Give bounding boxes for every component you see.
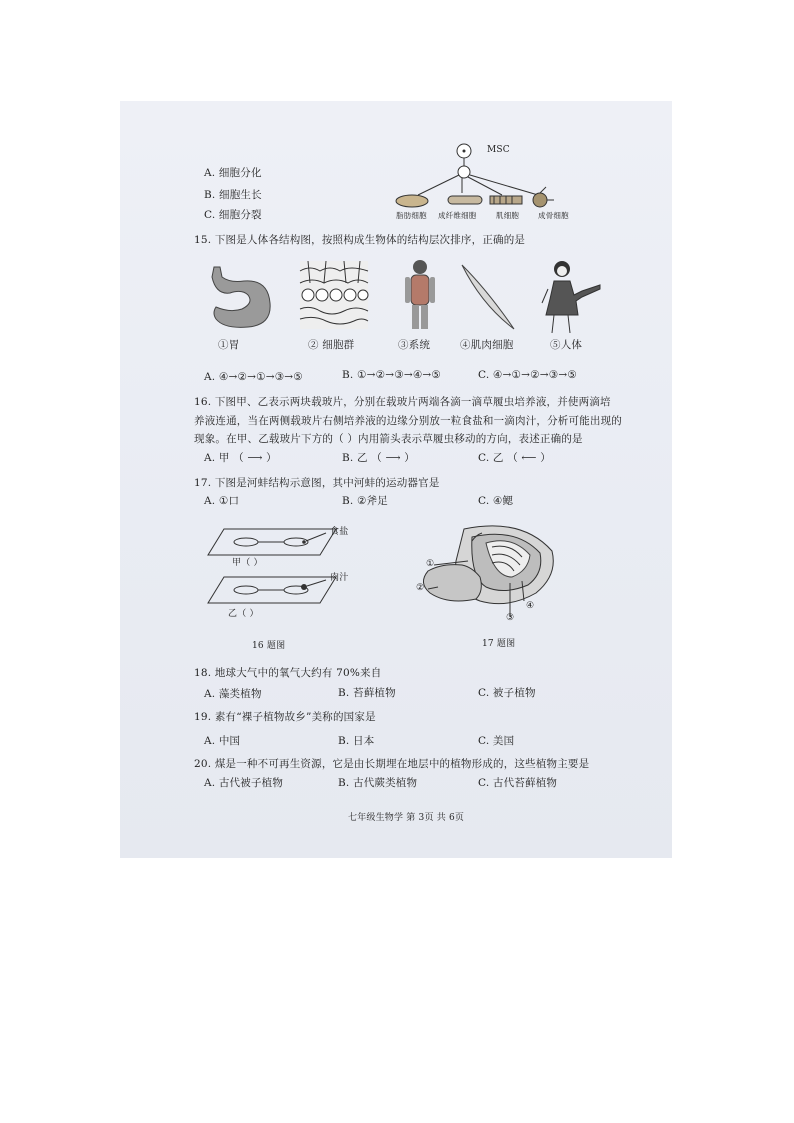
q19-option-a: A. 中国 xyxy=(204,735,241,747)
q15-option-a: A. ④→②→①→③→⑤ xyxy=(204,371,303,383)
q16-option-c: C. 乙 （ ⟵ ） xyxy=(478,452,551,464)
stomach-figure xyxy=(208,263,278,333)
broth-label: 肉汁 xyxy=(330,573,349,583)
muscle-cell-figure xyxy=(458,261,518,333)
page-footer: 七年级生物学 第 3页 共 6页 xyxy=(348,813,465,823)
slide-jia xyxy=(208,525,348,559)
msc-label: MSC xyxy=(487,145,510,155)
q18-stem: 18. 地球大气中的氧气大约有 70%来自 xyxy=(194,667,382,679)
q20-stem: 20. 煤是一种不可再生资源，它是由长期埋在地层中的植物形成的，这些植物主要是 xyxy=(194,758,590,770)
q16-stem-line1: 16. 下图甲、乙表示两块载玻片，分别在载玻片两端各滴一滴草履虫培养液，并使两滴培 xyxy=(194,396,611,408)
q17-option-c: C. ④鳃 xyxy=(478,495,514,507)
q19-stem: 19. 素有“裸子植物故乡”美称的国家是 xyxy=(194,711,376,723)
q14-option-b: B. 细胞生长 xyxy=(204,189,262,201)
q14-option-c: C. 细胞分裂 xyxy=(204,209,262,221)
mussel-marker-4: ④ xyxy=(526,601,535,611)
q15-option-c: C. ④→①→②→③→⑤ xyxy=(478,369,577,381)
q16-stem-line3: 现象。在甲、乙载玻片下方的（ ）内用箭头表示草履虫移动的方向，表述正确的是 xyxy=(194,433,583,445)
q15-label-4: ④肌肉细胞 xyxy=(460,339,514,351)
q17-option-a: A. ①口 xyxy=(204,495,240,507)
slide-yi xyxy=(208,573,348,607)
q16-caption: 16 题图 xyxy=(252,641,286,651)
cell-label-fibroblast: 成纤维细胞 xyxy=(438,211,477,220)
mussel-marker-3: ③ xyxy=(506,613,515,623)
q15-option-b: B. ①→②→③→④→⑤ xyxy=(342,369,442,381)
q19-option-b: B. 日本 xyxy=(338,735,375,747)
q15-label-3: ③系统 xyxy=(398,339,431,351)
scanned-exam-page xyxy=(120,101,672,858)
slide-yi-label: 乙（ ） xyxy=(228,609,259,619)
q17-caption: 17 题图 xyxy=(482,639,516,649)
q20-option-c: C. 古代苔藓植物 xyxy=(478,777,558,789)
q16-arrow-right-a: （ ⟶ ） xyxy=(233,452,277,464)
q17-stem: 17. 下图是河蚌结构示意图，其中河蚌的运动器官是 xyxy=(194,477,440,489)
q15-label-5: ⑤人体 xyxy=(550,339,583,351)
mussel-figure xyxy=(412,521,572,611)
cell-label-fat: 脂肪细胞 xyxy=(396,211,427,220)
q20-option-b: B. 古代蕨类植物 xyxy=(338,777,418,789)
q18-option-c: C. 被子植物 xyxy=(478,687,536,699)
mussel-marker-1: ① xyxy=(426,559,435,569)
q15-stem: 15. 下图是人体各结构图，按照构成生物体的结构层次排序，正确的是 xyxy=(194,234,526,246)
q14-option-a: A. 细胞分化 xyxy=(204,167,262,179)
body-system-figure xyxy=(402,259,438,331)
q18-option-a: A. 藻类植物 xyxy=(204,688,262,700)
q15-label-1: ①胃 xyxy=(218,339,240,351)
q20-option-a: A. 古代被子植物 xyxy=(204,777,284,789)
q19-option-c: C. 美国 xyxy=(478,735,515,747)
q16-option-b: B. 乙 （ ⟶ ） xyxy=(342,452,415,464)
q17-option-b: B. ②斧足 xyxy=(342,495,389,507)
cell-label-muscle: 肌细胞 xyxy=(496,211,520,220)
cell-label-bone: 成骨细胞 xyxy=(538,211,569,220)
q16-stem-line2: 养液连通，当在两侧载玻片右侧培养液的边缘分别放一粒食盐和一滴肉汁，分析可能出现的 xyxy=(194,415,622,427)
q18-option-b: B. 苔藓植物 xyxy=(338,687,396,699)
slide-jia-label: 甲（ ） xyxy=(232,558,263,568)
human-figure xyxy=(540,259,606,335)
cell-group-figure xyxy=(300,261,370,331)
q16-arrow-right-b: （ ⟶ ） xyxy=(371,452,415,464)
q16-arrow-left-c: （ ⟵ ） xyxy=(507,452,551,464)
mussel-marker-2: ② xyxy=(416,583,425,593)
salt-label: 食盐 xyxy=(330,527,349,537)
q16-option-a: A. 甲 （ ⟶ ） xyxy=(204,452,277,464)
q15-label-2: ② 细胞群 xyxy=(308,339,355,351)
